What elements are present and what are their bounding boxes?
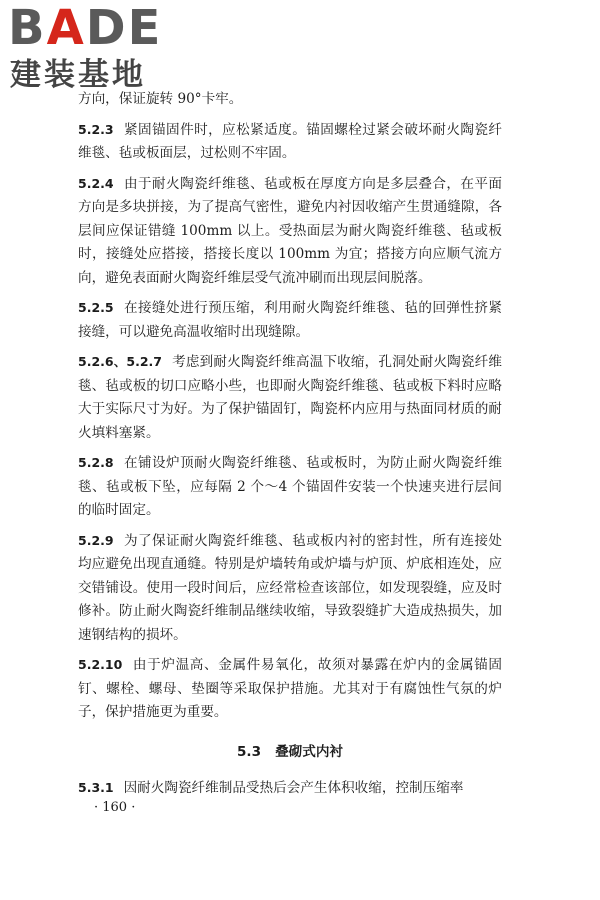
continuation-text: 方向，保证旋转 90°卡牢。 [78, 91, 243, 107]
clause-text: 在铺设炉顶耐火陶瓷纤维毯、毡或板时，为防止耐火陶瓷纤维毯、毡或板下坠，应每隔 2 个～4 个锚固件安装一个快速夹进行层间的临时固定。 [78, 455, 502, 518]
paragraph-5-2-10 [78, 653, 502, 725]
clause-number: 5.2.10 [78, 657, 123, 672]
clause-number: 5.3.1 [78, 780, 114, 795]
paragraph-5-2-9 [78, 529, 502, 648]
paragraph-5-3-1 [78, 776, 502, 801]
clause-number: 5.2.9 [78, 532, 114, 548]
clause-text: 在接缝处进行预压缩，利用耐火陶瓷纤维毯、毡的回弹性挤紧接缝，可以避免高温收缩时出现缝隙。 [78, 300, 502, 340]
paragraph-5-2-6-7 [78, 350, 502, 445]
logo-wordmark: BADE [8, 0, 163, 56]
clause-number: 5.2.8 [78, 455, 114, 470]
clause-text: 因耐火陶瓷纤维制品受热后会产生体积收缩，控制压缩率 [123, 780, 464, 796]
clause-number: 5.2.6、5.2.7 [78, 354, 162, 369]
clause-text: 紧固锚固件时，应松紧适度。锚固螺栓过紧会破坏耐火陶瓷纤维毯、毡或板面层，过松则不牢固。 [78, 121, 502, 161]
clause-text: 考虑到耐火陶瓷纤维高温下收缩，孔洞处耐火陶瓷纤维毯、毡或板的切口应略小些，也即耐火陶瓷纤维毯、毡或板下料时应略大于实际尺寸为好。为了保护锚固钉，陶瓷杯内应用与热面同材质的耐火填料塞紧。 [78, 354, 502, 441]
clause-number: 5.2.4 [78, 175, 114, 191]
paragraph-5-2-5 [78, 296, 502, 344]
bade-logo [8, 2, 178, 94]
paragraph-5-2-8 [78, 451, 502, 523]
paragraph-5-2-4 [78, 172, 502, 291]
clause-number: 5.2.5 [78, 300, 114, 315]
section-number: 5.3 [236, 743, 262, 760]
paragraph-5-2-3 [78, 118, 502, 166]
clause-text: 由于炉温高、金属件易氧化，故须对暴露在炉内的金属锚固钉、螺栓、螺母、垫圈等采取保护措施。尤其对于有腐蚀性气氛的炉子，保护措施更为重要。 [78, 657, 502, 720]
logo-subtitle: 建装基地 [10, 57, 146, 93]
clause-number: 5.2.3 [78, 121, 114, 137]
section-heading [78, 741, 502, 765]
page-number: · 160 · [94, 800, 136, 815]
section-title: 叠砌式内衬 [275, 743, 344, 760]
clause-text: 由于耐火陶瓷纤维毯、毡或板在厚度方向是多层叠合，在平面方向是多块拼接，为了提高气密性，避免内衬因收缩产生贯通缝隙，各层间应保证错缝 100mm 以上。受热面层为耐火陶瓷纤维毯、毡或板时，接缝处应搭接，搭接长度以 100mm 为宜；搭接方向应顺气流方向，避免表面耐火陶瓷纤维层受气流冲刷而出现层间脱落。 [78, 175, 502, 286]
page-body [78, 88, 502, 807]
clause-text: 为了保证耐火陶瓷纤维毯、毡或板内衬的密封性，所有连接处均应避免出现直通缝。特别是炉墙转角或炉墙与炉顶、炉底相连处，应交错铺设。使用一段时间后，应经常检查该部位，如发现裂缝，应及时修补。防止耐火陶瓷纤维制品继续收缩，导致裂缝扩大造成热损失，加速钢结构的损坏。 [78, 532, 502, 643]
